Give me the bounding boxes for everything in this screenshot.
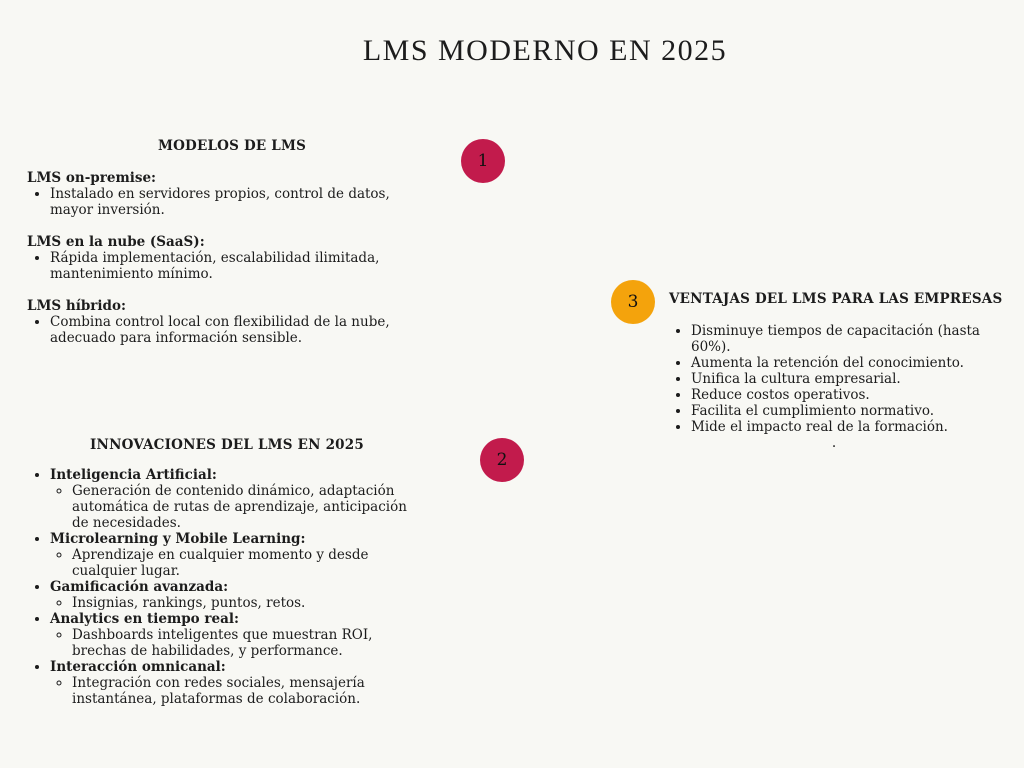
advantages-list <box>669 323 1014 435</box>
advantage-item: • Reduce costos operativos. <box>691 387 1014 403</box>
advantage-item: • Facilita el cumplimiento normativo. <box>691 403 1014 419</box>
innovation-item <box>50 579 427 611</box>
innovation-label: Analytics en tiempo real: <box>50 611 239 627</box>
step-badge-2 <box>480 438 524 482</box>
advantages-heading: VENTAJAS DEL LMS PARA LAS EMPRESAS <box>669 291 1003 307</box>
innovation-item <box>50 531 427 579</box>
advantage-item: • Aumenta la retención del conocimiento. <box>691 355 1014 371</box>
innovation-detail: ◦ Insignias, rankings, puntos, retos. <box>72 595 427 611</box>
model-title: LMS híbrido: <box>27 298 126 314</box>
model-description: • Combina control local con flexibilidad de la nube, adecuado para información sensible. <box>50 314 437 346</box>
innovation-item <box>50 611 427 659</box>
innovation-label: Gamificación avanzada: <box>50 579 229 595</box>
model-title: LMS en la nube (SaaS): <box>27 234 205 250</box>
model-group <box>27 170 437 218</box>
innovation-label: Interacción omnicanal: <box>50 659 226 675</box>
page-title: LMS MODERNO EN 2025 <box>362 34 728 67</box>
innovation-label: Microlearning y Mobile Learning: <box>50 531 306 547</box>
advantage-item: • Mide el impacto real de la formación. <box>691 419 1014 435</box>
innovation-detail: ◦ Dashboards inteligentes que muestran ROI, brechas de habilidades, y performance. <box>72 627 427 659</box>
advantage-item: • Unifica la cultura empresarial. <box>691 371 1014 387</box>
model-group <box>27 234 437 282</box>
trailing-dot: . <box>831 435 837 451</box>
models-heading: MODELOS DE LMS <box>157 138 307 154</box>
innovation-detail: ◦ Generación de contenido dinámico, adaptación automática de rutas de aprendizaje, anticipación de necesidades. <box>72 483 427 531</box>
step-badge-1 <box>461 139 505 183</box>
innovation-detail: ◦ Aprendizaje en cualquier momento y desde cualquier lugar. <box>72 547 427 579</box>
innovations-heading: INNOVACIONES DEL LMS EN 2025 <box>90 437 364 453</box>
step-number: 2 <box>496 450 508 470</box>
step-number: 3 <box>627 292 639 312</box>
advantages-section <box>669 291 1014 451</box>
advantage-item: • Disminuye tiempos de capacitación (hasta 60%). <box>691 323 1014 355</box>
model-title: LMS on-premise: <box>27 170 157 186</box>
innovations-list <box>27 467 427 707</box>
model-description: • Rápida implementación, escalabilidad ilimitada, mantenimiento mínimo. <box>50 250 437 282</box>
model-group <box>27 298 437 346</box>
models-section <box>27 138 437 362</box>
innovation-detail: ◦ Integración con redes sociales, mensajería instantánea, plataformas de colaboración. <box>72 675 427 707</box>
step-number: 1 <box>477 151 489 171</box>
innovation-label: Inteligencia Artificial: <box>50 467 217 483</box>
step-badge-3 <box>611 280 655 324</box>
innovation-item <box>50 659 427 707</box>
innovation-item <box>50 467 427 531</box>
model-description: • Instalado en servidores propios, control de datos, mayor inversión. <box>50 186 437 218</box>
innovations-section <box>27 437 427 707</box>
